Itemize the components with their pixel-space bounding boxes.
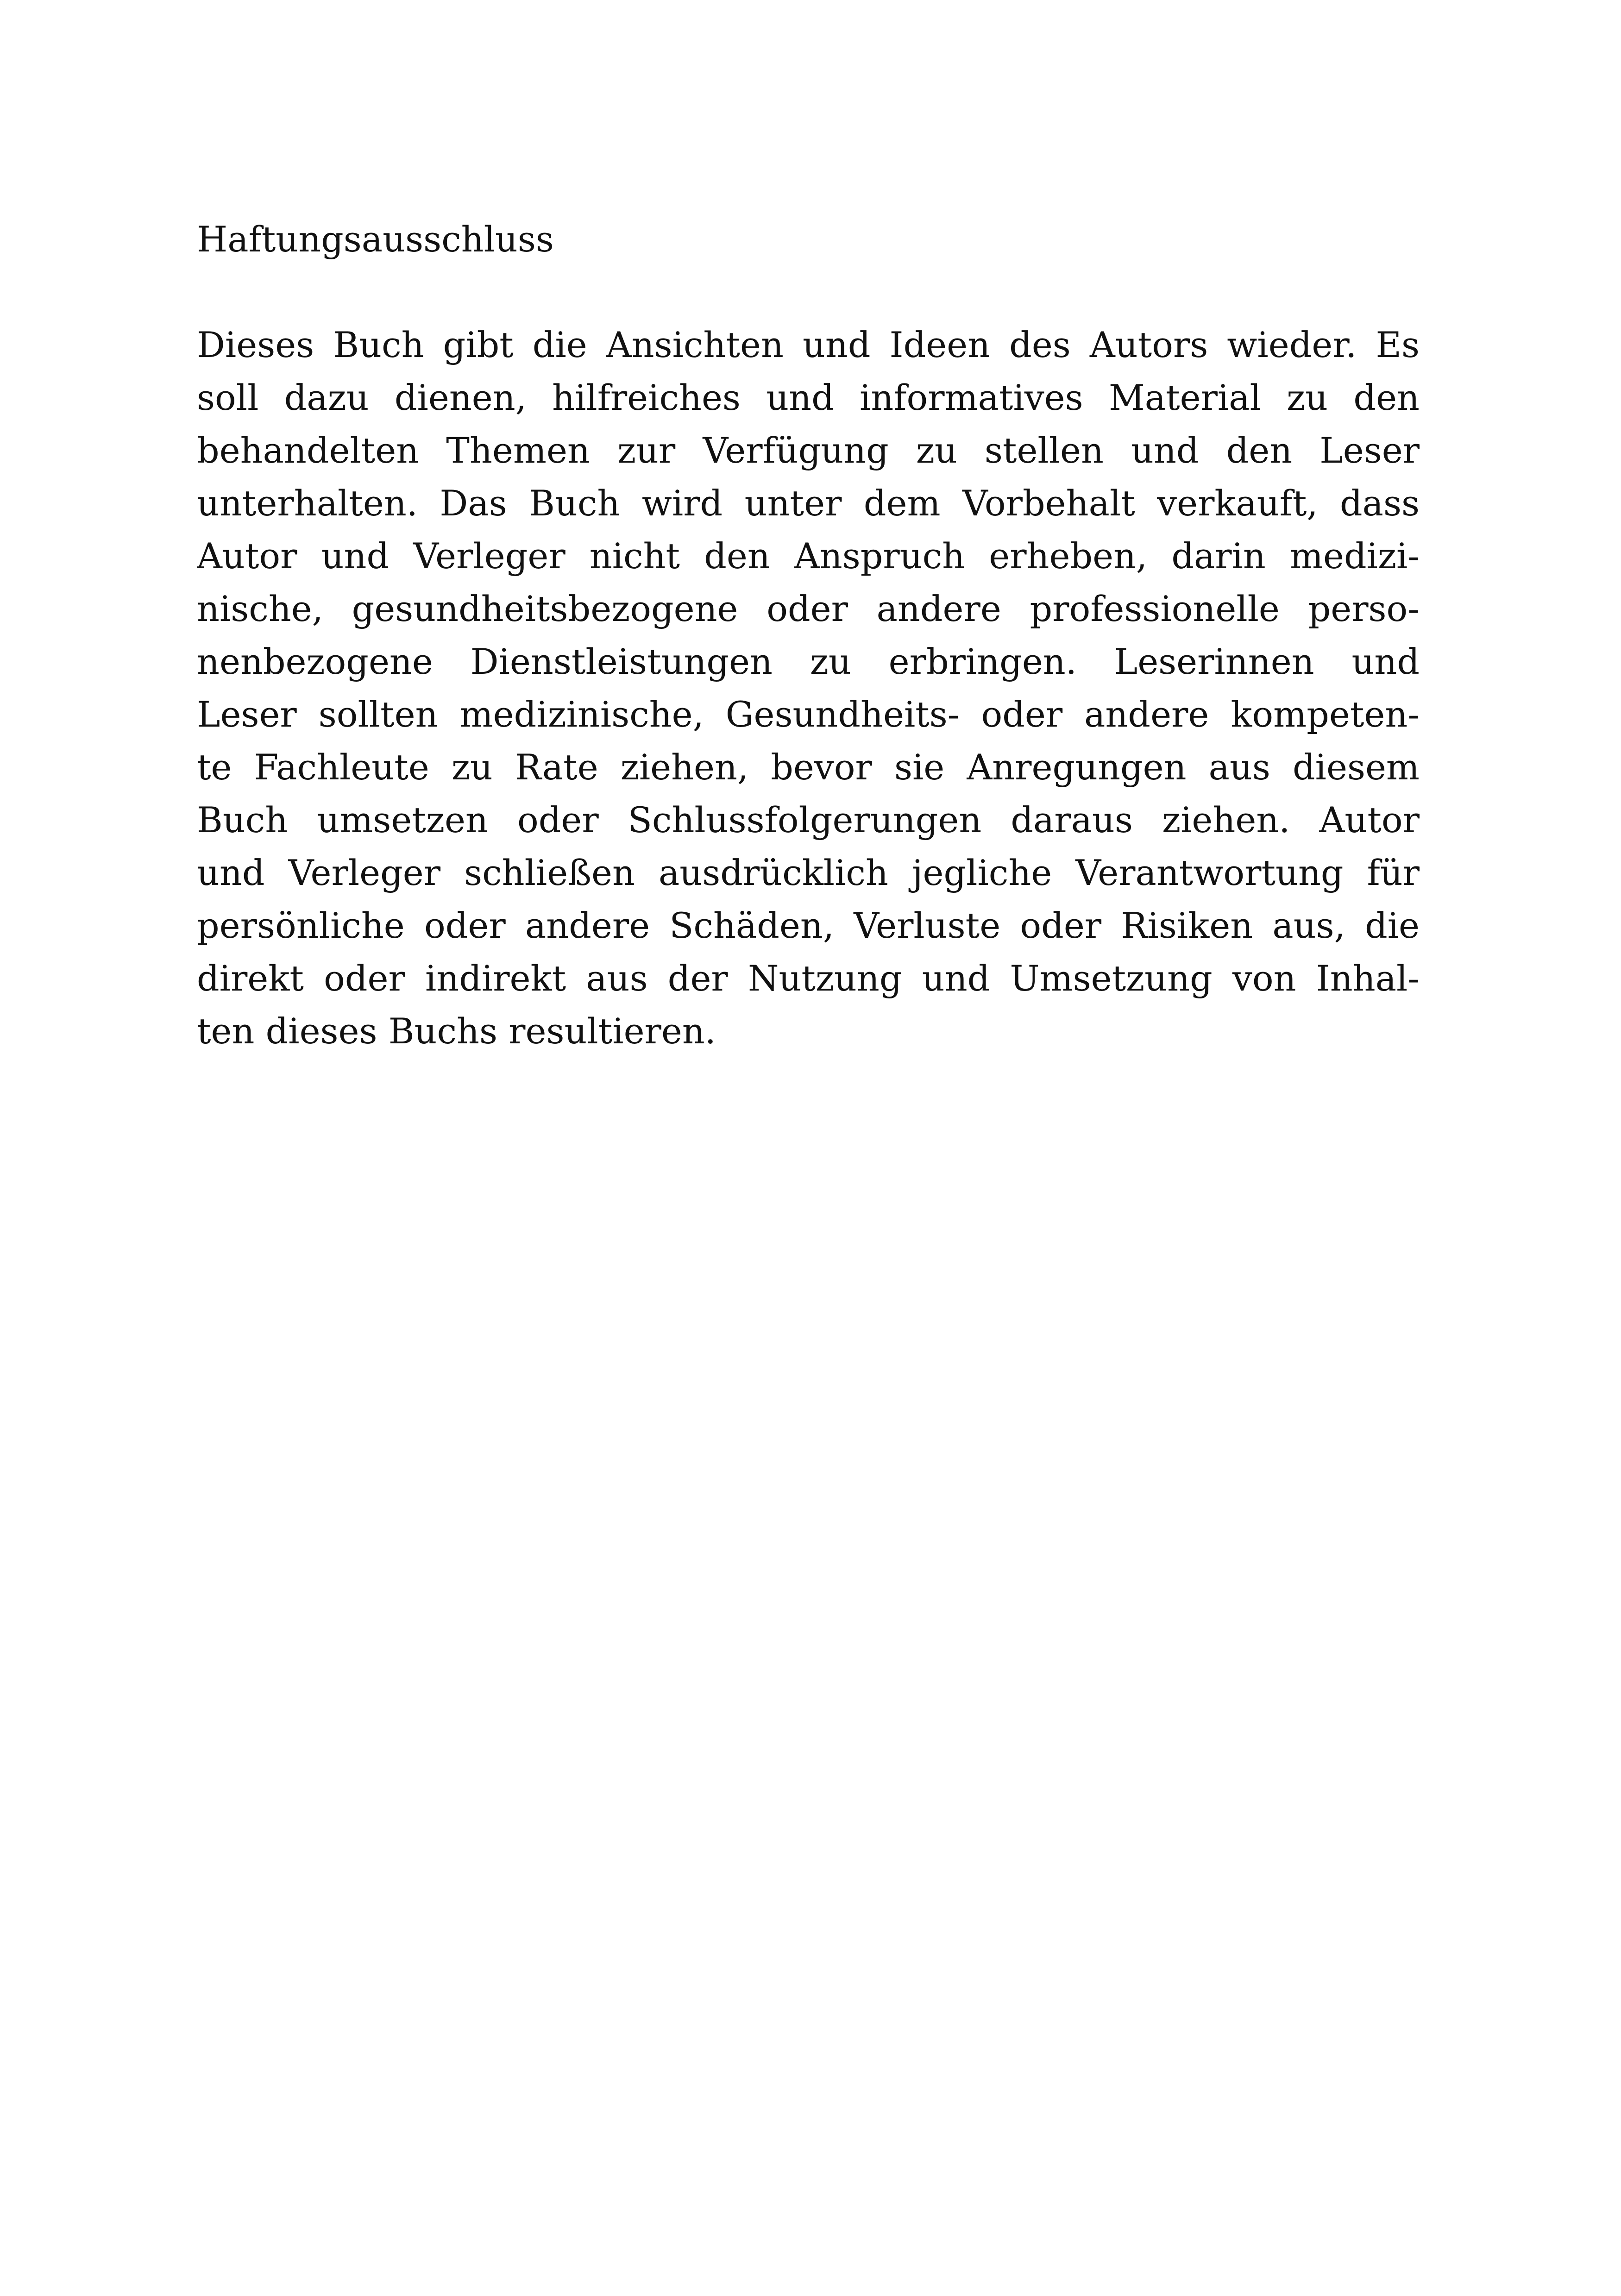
body-line: behandelten Themen zur Verfügung zu stellen und den Leser: [197, 430, 1420, 471]
body-line-last: ten dieses Buchs resultieren.: [197, 1010, 716, 1052]
body-line: unterhalten. Das Buch wird unter dem Vorbehalt verkauft, dass: [197, 483, 1420, 524]
body-line: und Verleger schließen ausdrücklich jegliche Verantwortung für: [197, 852, 1420, 893]
body-line: soll dazu dienen, hilfreiches und informatives Material zu den: [197, 377, 1420, 418]
body-line: nische, gesundheitsbezogene oder andere professionelle perso-: [197, 588, 1420, 629]
body-line: nenbezogene Dienstleistungen zu erbringen. Leserinnen und: [197, 641, 1420, 682]
disclaimer-section: [197, 213, 1420, 1058]
body-line: Dieses Buch gibt die Ansichten und Ideen des Autors wieder. Es: [197, 324, 1420, 365]
body-line: persönliche oder andere Schäden, Verluste oder Risiken aus, die: [197, 905, 1420, 946]
body-line: Leser sollten medizinische, Gesundheits- oder andere kompeten-: [197, 694, 1420, 735]
disclaimer-heading: Haftungsausschluss: [197, 219, 554, 260]
body-line: direkt oder indirekt aus der Nutzung und Umsetzung von Inhal-: [197, 958, 1420, 999]
body-line: Buch umsetzen oder Schlussfolgerungen daraus ziehen. Autor: [197, 799, 1420, 841]
body-line: Autor und Verleger nicht den Anspruch erheben, darin medizi-: [197, 535, 1420, 577]
disclaimer-body: [197, 319, 1420, 1058]
body-line: te Fachleute zu Rate ziehen, bevor sie Anregungen aus diesem: [197, 747, 1420, 788]
